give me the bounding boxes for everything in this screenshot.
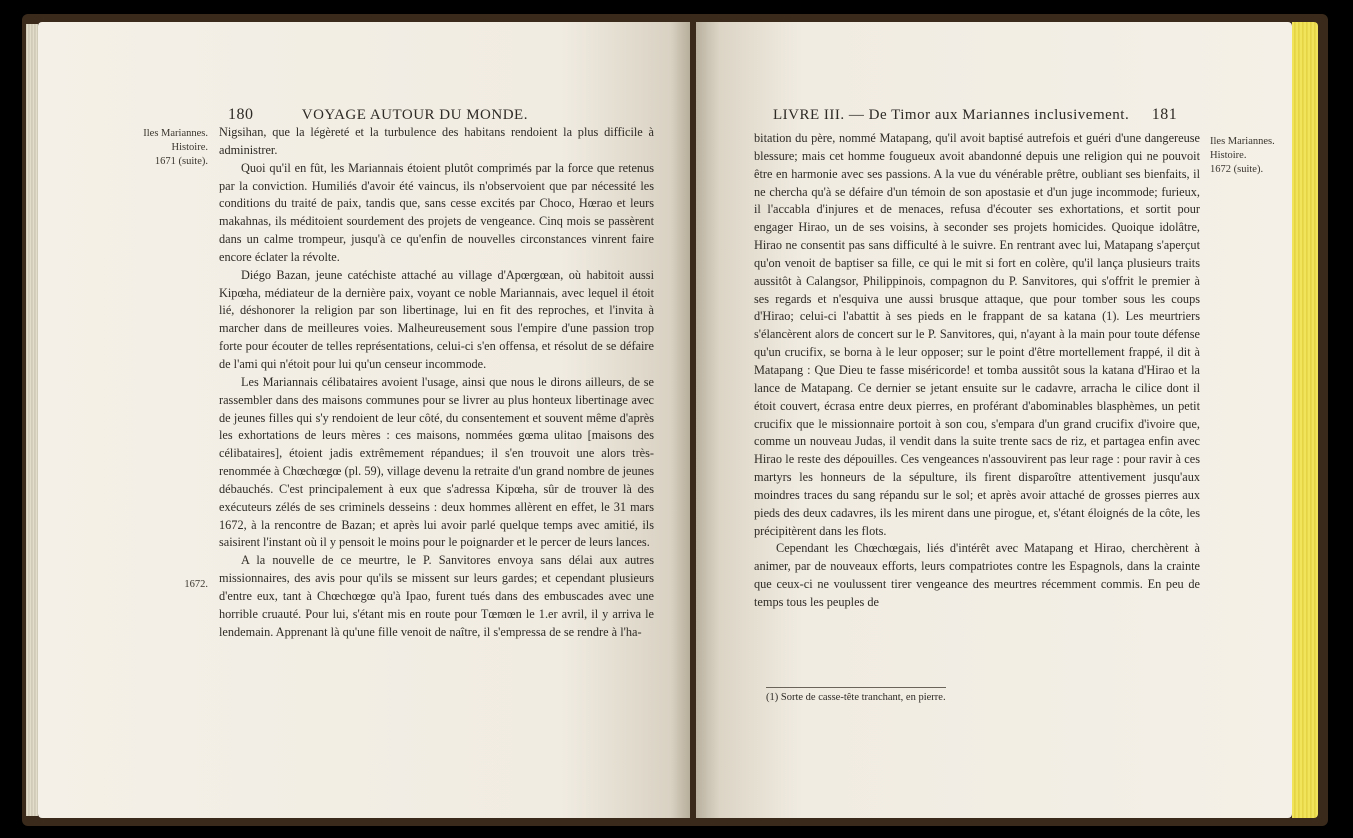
paragraph: Nigsihan, que la légèreté et la turbulence des habitans rendoient la plus difficile à administrer.: [219, 125, 654, 157]
right-margin-note: [1210, 135, 1290, 177]
paragraph: Cependant les Chœchœgais, liés d'intérêt avec Matapang et Hirao, cherchèrent à animer, par de nouveaux efforts, leurs compatriotes contre les Espagnols, dans la crainte que ceux-ci ne voulussent tirer vengeance des meurtres récemment commis. En peu de temps tous les peuples de: [754, 541, 1200, 609]
footnote-rule: [766, 687, 946, 688]
right-header-title: LIVRE III. — De Timor aux Mariannes inclusivement.: [773, 107, 1130, 123]
paragraph: Les Mariannais célibataires avoient l'usage, ainsi que nous le dirons ailleurs, de se rassembler dans des maisons communes pour se livrer au plus honteux libertinage avec de jeunes filles qui s'y rendoient de leur côté, du consentement et souvent même d'après les exhortations de leurs mères : ces maisons, nommées gœma ulitao [maisons des célibataires], étoient jadis extrêmement répandues; il s'en trouvoit une alors très-renommée à Chœchœgœ (pl. 59), village devenu la retraite d'un grand nombre de jeunes débauchés. C'est principalement à eux que s'adressa Kipœha, sûr de trouver là des exécuteurs zélés de ses criminels desseins : deux hommes allèrent en effet, le 31 mars 1672, à la rencontre de Bazan; et après lui avoir parlé quelque temps avec amitié, ils saisirent l'instant où il y pensoit le moins pour le poignarder et le percer de leurs lances.: [219, 374, 654, 550]
left-margin-note: [124, 127, 208, 169]
margin-note-location: Iles Mariannes.: [1210, 136, 1275, 147]
footnote: (1) Sorte de casse-tête tranchant, en pierre.: [766, 692, 946, 703]
left-header-title: VOYAGE AUTOUR DU MONDE.: [301, 107, 528, 123]
paragraph: A la nouvelle de ce meurtre, le P. Sanvitores envoya sans délai aux autres missionnaires, des avis pour qu'ils se missent sur leurs gardes; et cependant plusieurs d'entre eux, tant à Chœchœgœ qu'à Ipao, furent tués dans des embuscades avec une horrible cruauté. Pour lui, s'étant mis en route pour Tœmœn le 1.er avril, il y arriva le lendemain. Apprenant là qu'une fille venoit de naître, il s'empressa de se rendre à l'ha-: [219, 553, 654, 639]
margin-note-section: Histoire.: [1210, 150, 1247, 161]
page-edges-left: [26, 24, 38, 816]
left-body-text: [219, 124, 654, 641]
right-running-head: [773, 106, 1177, 124]
gilt-page-edges: [1292, 22, 1318, 818]
left-page: [38, 22, 690, 818]
margin-note-location: Iles Mariannes.: [143, 128, 208, 139]
margin-note-year: 1671 (suite).: [154, 156, 208, 167]
left-page-number: 180: [228, 106, 254, 123]
right-page-number: 181: [1151, 106, 1178, 123]
margin-note-section: Histoire.: [171, 142, 208, 153]
book-spread: [22, 14, 1328, 826]
right-page: [696, 22, 1292, 818]
paragraph: Quoi qu'il en fût, les Mariannais étoient plutôt comprimés par la force que retenus par la conviction. Humiliés d'avoir été vaincus, ils n'observoient que par nécessité les conditions du traité de paix, tandis que, sans cesse excités par Choco, Hœrao et leurs makahnas, ils méditoient sourdement des projets de vengeance. Cinq mois se passèrent dans un calme trompeur, jusqu'à ce qu'enfin de nouvelles circonstances vinrent faire encore éclater la révolte.: [219, 160, 654, 264]
paragraph: Diégo Bazan, jeune catéchiste attaché au village d'Apœrgœan, où habitoit aussi Kipœha, médiateur de la dernière paix, voyant ce noble Mariannais, avec lequel il étoit lié, déshonorer la religion par son libertinage, lui en fit des reproches, et l'invita à marcher dans de meilleures voies. Malheureusement sous l'empire d'une passion trop forte pour écouter de telles représentations, celui-ci s'en offensa, et résolut de se défaire de l'ami qui n'étoit pour lui qu'un censeur incommode.: [219, 267, 654, 371]
margin-note-year: 1672 (suite).: [1210, 164, 1264, 175]
left-running-head: [228, 106, 528, 124]
left-margin-date: 1672.: [184, 579, 208, 590]
paragraph: bitation du père, nommé Matapang, qu'il avoit baptisé autrefois et guéri d'une dangereuse blessure; mais cet homme fougueux avoit abandonné depuis une religion qui ne pouvoit être en harmonie avec ses passions. A la vue du vénérable prêtre, oubliant ses bienfaits, il ne chercha qu'à se défaire d'un témoin de son apostasie et d'un juge incommode; furieux, il l'accabla d'injures et de menaces, refusa d'écouter ses exhortations, et sortit pour engager Hirao, un de ses voisins, à seconder ses projets homicides. Quoique idolâtre, Hirao ne consentit pas sans difficulté à le suivre. En rentrant avec lui, Matapang s'aperçut qu'on venoit de baptiser sa fille, ce qui le mit si fort en colère, qu'il lança plusieurs traits aussitôt à Calangsor, Philippinois, compagnon du P. Sanvitores, qui s'offrit le premier à ses regards et n'esquiva une aussi brusque attaque, que pour tomber sous les coups d'Hirao; celui-ci l'abattit à ses pieds en le frappant de sa katana (1). Les meurtriers s'élancèrent alors de concert sur le P. Sanvitores, qui, n'ayant à la main pour toute défense qu'un crucifix, se borna à le leur opposer; sur le point d'être mortellement frappé, il dit à Matapang : Que Dieu te fasse miséricorde! et tomba aussitôt sous la katana d'Hirao et la lance de Matapang. Ce dernier se jetant ensuite sur le cadavre, arracha le cilice dont il étoit couvert, écrasa entre deux pierres, en proférant d'abominables blasphèmes, un petit crucifix que le missionnaire portoit à son cou, s'empara d'un grand crucifix d'ivoire que, comme un nouveau Judas, il vendit dans la suite trente sacs de riz, et partagea enfin avec Hirao le reste des dépouilles. Ces vengeances n'assouvirent pas leur rage : pour ravir à ces martyrs les honneurs de la sépulture, ils firent disparoître attentivement jusqu'aux moindres traces du sang répandu sur le sol; et après avoir attaché de grosses pierres aux pieds des deux cadavres, ils les mirent dans une pirogue, et, s'étant éloignés de la côte, les précipitèrent dans les flots.: [754, 131, 1200, 538]
right-body-text: [754, 130, 1200, 612]
